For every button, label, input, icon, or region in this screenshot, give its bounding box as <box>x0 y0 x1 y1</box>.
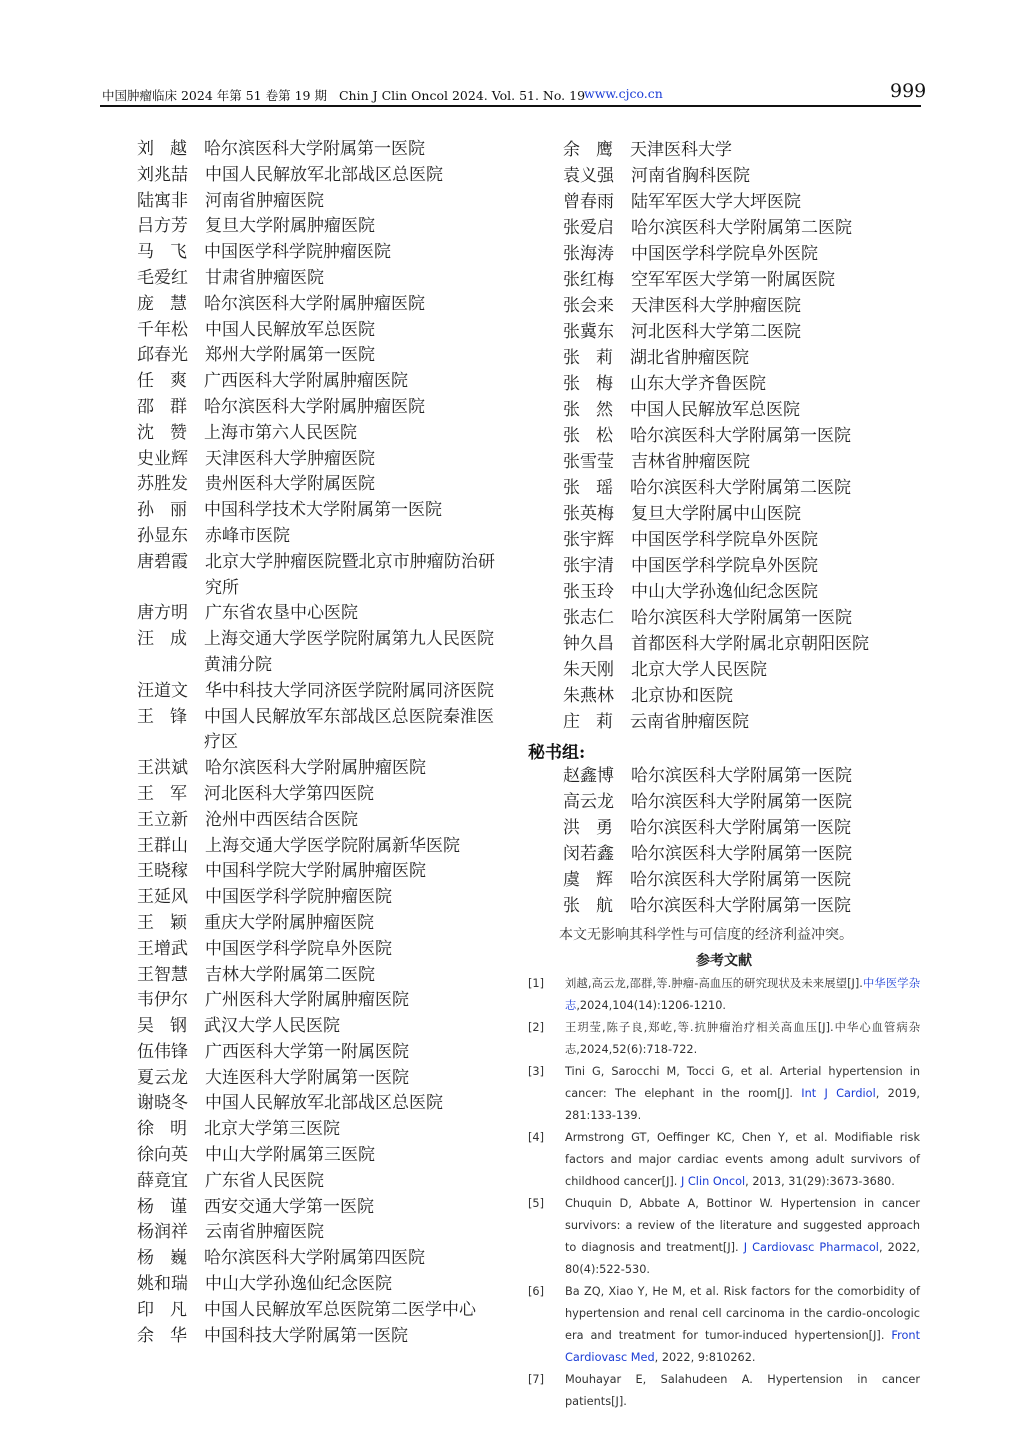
member-name: 余 鹰 <box>563 140 613 160</box>
member-name: 汪道文 <box>137 680 188 701</box>
member-row <box>137 1246 497 1272</box>
member-row <box>563 709 923 735</box>
member-name: 刘兆喆 <box>137 164 188 185</box>
reference-text <box>565 1017 920 1061</box>
reference-text <box>565 1127 920 1193</box>
member-affiliation: 中国人民解放军北部战区总医院 <box>205 1093 443 1114</box>
reference-number: [4] <box>528 1131 545 1144</box>
member-affiliation: 北京协和医院 <box>631 686 733 706</box>
journal-link[interactable]: J Clin Oncol <box>681 1175 746 1188</box>
member-name: 张英梅 <box>563 504 614 524</box>
member-name: 张海涛 <box>563 244 614 264</box>
member-affiliation: 哈尔滨医科大学附属第一医院 <box>630 818 851 838</box>
member-row <box>137 808 497 834</box>
member-row <box>137 498 497 524</box>
member-row <box>563 501 923 527</box>
member-row <box>137 524 497 550</box>
member-affiliation: 甘肃省肿瘤医院 <box>205 267 324 288</box>
member-name: 姚和瑞 <box>137 1274 188 1295</box>
member-row <box>137 421 497 447</box>
member-affiliation: 中山大学孙逸仙纪念医院 <box>631 582 818 602</box>
member-affiliation: 哈尔滨医科大学附属第一医院 <box>631 608 852 628</box>
member-affiliation: 广东省农垦中心医院 <box>205 603 358 624</box>
member-row <box>563 841 923 867</box>
member-row <box>137 472 497 498</box>
member-row <box>137 1143 497 1169</box>
member-name: 袁义强 <box>563 166 614 186</box>
member-name: 千年松 <box>137 319 188 340</box>
member-name: 徐 明 <box>137 1119 187 1140</box>
reference-body: Chuquin D, Abbate A, Bottinor W. Hypertension in cancer survivors: a review of the literature and suggested approach to diagnosis and treatment[J]. <box>565 1197 920 1254</box>
member-affiliation: 哈尔滨医科大学附属第二医院 <box>630 478 851 498</box>
reference-item <box>528 1017 920 1061</box>
member-row <box>563 657 923 683</box>
member-name: 庞 慧 <box>137 293 187 314</box>
member-row <box>563 527 923 553</box>
reference-number: [7] <box>528 1373 545 1386</box>
member-name: 曾春雨 <box>563 192 614 212</box>
member-name: 高云龙 <box>563 792 614 812</box>
member-affiliation: 武汉大学人民医院 <box>204 1016 340 1037</box>
member-name: 张会来 <box>563 296 614 316</box>
member-row <box>137 1091 497 1117</box>
member-affiliation: 赤峰市医院 <box>205 525 290 546</box>
member-name: 张玉玲 <box>563 582 614 602</box>
member-name: 张宇清 <box>563 556 614 576</box>
reference-text <box>565 1193 920 1281</box>
member-name: 杨 巍 <box>137 1248 187 1269</box>
member-affiliation: 中国医学科学院阜外医院 <box>631 530 818 550</box>
member-affiliation: 吉林省肿瘤医院 <box>631 452 750 472</box>
member-row <box>137 627 497 679</box>
member-row <box>563 215 923 241</box>
member-name: 吕方芳 <box>137 216 188 237</box>
member-name: 王延风 <box>137 887 188 908</box>
member-row <box>137 550 497 602</box>
member-row <box>563 631 923 657</box>
member-affiliation: 中国科学技术大学附属第一医院 <box>204 500 442 521</box>
reference-item <box>528 1369 920 1413</box>
member-affiliation: 北京大学第三医院 <box>204 1119 340 1140</box>
reference-item <box>528 1193 920 1281</box>
member-name: 张冀东 <box>563 322 614 342</box>
member-row <box>137 1169 497 1195</box>
reference-number: [1] <box>528 977 545 990</box>
member-affiliation: 上海交通大学医学院附属第九人民医院黄浦分院 <box>204 629 494 675</box>
member-affiliation: 中国科学院大学附属肿瘤医院 <box>205 861 426 882</box>
reference-text <box>565 1061 920 1127</box>
member-name: 虞 辉 <box>563 870 613 890</box>
member-name: 史业辉 <box>137 448 188 469</box>
member-name: 任 爽 <box>137 371 187 392</box>
member-name: 张 松 <box>563 426 613 446</box>
member-row <box>137 214 497 240</box>
member-row <box>137 240 497 266</box>
member-affiliation: 河南省胸科医院 <box>631 166 750 186</box>
reference-body: 王玥莹,陈子良,郑屹,等.抗肿瘤治疗相关高血压[J].中华心血管病杂志,2024,52(6):718-722. <box>565 1021 920 1056</box>
member-affiliation: 吉林大学附属第二医院 <box>205 964 375 985</box>
member-affiliation: 首都医科大学附属北京朝阳医院 <box>631 634 869 654</box>
member-name: 张 瑶 <box>563 478 613 498</box>
member-affiliation: 大连医科大学附属第一医院 <box>205 1067 409 1088</box>
member-name: 赵鑫博 <box>563 766 614 786</box>
member-row <box>137 937 497 963</box>
reference-text <box>565 1369 920 1413</box>
member-affiliation: 哈尔滨医科大学附属肿瘤医院 <box>204 396 425 417</box>
member-affiliation: 哈尔滨医科大学附属第一医院 <box>204 139 425 159</box>
member-name: 张 莉 <box>563 348 613 368</box>
member-row <box>563 867 923 893</box>
member-row <box>137 963 497 989</box>
member-affiliation: 哈尔滨医科大学附属第一医院 <box>631 766 852 786</box>
member-name: 王群山 <box>137 835 188 856</box>
reference-number: [3] <box>528 1065 545 1078</box>
member-affiliation: 上海交通大学医学院附属新华医院 <box>205 835 460 856</box>
member-affiliation: 广东省人民医院 <box>205 1170 324 1191</box>
member-affiliation: 山东大学齐鲁医院 <box>630 374 766 394</box>
member-name: 张志仁 <box>563 608 614 628</box>
member-name: 朱燕林 <box>563 686 614 706</box>
member-affiliation: 中国医学科学院阜外医院 <box>631 244 818 264</box>
member-name: 王智慧 <box>137 964 188 985</box>
member-name: 王立新 <box>137 809 188 830</box>
member-row <box>563 893 923 919</box>
member-row <box>137 1014 497 1040</box>
member-affiliation: 哈尔滨医科大学附属第一医院 <box>631 844 852 864</box>
member-row <box>137 1272 497 1298</box>
member-name: 洪 勇 <box>563 818 613 838</box>
member-name: 陆寓非 <box>137 190 188 211</box>
reference-body: 刘越,高云龙,邵群,等.肿瘤-高血压的研究现状及未来展望[J]. <box>565 977 863 990</box>
journal-link[interactable]: Int J Cardiol <box>801 1087 876 1100</box>
member-name: 张红梅 <box>563 270 614 290</box>
member-list-right <box>563 137 923 735</box>
member-row <box>563 579 923 605</box>
member-row <box>137 1324 497 1350</box>
reference-body: Tini G, Sarocchi M, Tocci G, et al. Arterial hypertension in cancer: The elephant in the room[J]. <box>565 1065 920 1100</box>
member-affiliation: 复旦大学附属肿瘤医院 <box>205 216 375 237</box>
reference-list <box>528 973 920 1413</box>
reference-item <box>528 973 920 1017</box>
member-affiliation: 中国医学科学院阜外医院 <box>205 938 392 959</box>
member-affiliation: 哈尔滨医科大学附属第二医院 <box>631 218 852 238</box>
member-name: 印 凡 <box>137 1299 187 1320</box>
running-header <box>102 86 663 104</box>
member-name: 苏胜发 <box>137 474 188 495</box>
member-row <box>563 397 923 423</box>
member-affiliation: 北京大学肿瘤医院暨北京市肿瘤防治研究所 <box>205 551 495 598</box>
reference-number: [6] <box>528 1285 545 1298</box>
member-affiliation: 中国人民解放军北部战区总医院 <box>205 164 443 185</box>
reference-number: [2] <box>528 1021 545 1034</box>
member-row <box>137 601 497 627</box>
reference-item <box>528 1061 920 1127</box>
member-row <box>137 911 497 937</box>
member-affiliation: 云南省肿瘤医院 <box>630 712 749 732</box>
reference-item <box>528 1127 920 1193</box>
member-affiliation: 陆军军医大学大坪医院 <box>631 192 801 212</box>
member-name: 吴 钢 <box>137 1016 187 1037</box>
member-affiliation: 中山大学附属第三医院 <box>205 1145 375 1166</box>
member-name: 王增武 <box>137 938 188 959</box>
member-name: 沈 赞 <box>137 422 187 443</box>
member-name: 唐碧霞 <box>137 551 188 572</box>
member-row <box>137 705 497 757</box>
member-name: 庄 莉 <box>563 712 613 732</box>
journal-en: Chin J Clin Oncol 2024. Vol. 51. No. 19 <box>338 88 586 103</box>
member-name: 杨润祥 <box>137 1222 188 1243</box>
member-name: 邵 群 <box>137 396 187 417</box>
member-name: 张 梅 <box>563 374 613 394</box>
member-row <box>563 449 923 475</box>
member-row <box>137 163 497 189</box>
journal-link[interactable]: 中华医学杂志 <box>565 977 920 1012</box>
member-affiliation: 中国人民解放军东部战区总医院秦淮医疗区 <box>204 706 494 753</box>
member-name: 孙显东 <box>137 525 188 546</box>
member-row <box>137 988 497 1014</box>
member-affiliation: 哈尔滨医科大学附属第一医院 <box>630 426 851 446</box>
member-affiliation: 中山大学孙逸仙纪念医院 <box>205 1274 392 1295</box>
member-name: 王洪斌 <box>137 758 188 779</box>
member-name: 张雪莹 <box>563 452 614 472</box>
member-affiliation: 天津医科大学 <box>630 140 732 160</box>
member-name: 毛爱红 <box>137 267 188 288</box>
journal-link[interactable]: Front Cardiovasc Med <box>565 1329 920 1364</box>
member-affiliation: 西安交通大学第一医院 <box>204 1196 374 1217</box>
member-row <box>563 683 923 709</box>
member-name: 徐向英 <box>137 1145 188 1166</box>
reference-citation: , 2022, 80(4):522-530. <box>565 1241 920 1276</box>
member-name: 汪 成 <box>137 629 187 650</box>
member-name: 钟久昌 <box>563 634 614 654</box>
member-affiliation: 上海市第六人民医院 <box>204 422 357 443</box>
reference-body: Ba ZQ, Xiao Y, He M, et al. Risk factors for the comorbidity of hypertension and renal cell carcinoma in the cardio-oncologic era and treatment for tumor-induced hypertension[J]. <box>565 1285 920 1342</box>
member-name: 唐方明 <box>137 603 188 624</box>
member-row <box>137 447 497 473</box>
member-affiliation: 空军军医大学第一附属医院 <box>631 270 835 290</box>
member-affiliation: 重庆大学附属肿瘤医院 <box>204 912 374 933</box>
member-row <box>137 782 497 808</box>
secretariat-list <box>563 763 923 919</box>
member-row <box>137 189 497 215</box>
member-name: 刘 越 <box>137 139 187 159</box>
member-name: 余 华 <box>137 1325 187 1346</box>
member-row <box>137 859 497 885</box>
member-row <box>563 163 923 189</box>
member-name: 朱天刚 <box>563 660 614 680</box>
member-name: 谢晓冬 <box>137 1093 188 1114</box>
member-list-left <box>137 137 497 1349</box>
member-affiliation: 中国医学科学院阜外医院 <box>631 556 818 576</box>
member-row <box>137 266 497 292</box>
member-affiliation: 中国医学科学院肿瘤医院 <box>205 887 392 908</box>
member-name: 杨 谨 <box>137 1196 187 1217</box>
member-affiliation: 复旦大学附属中山医院 <box>631 504 801 524</box>
reference-text <box>565 1281 920 1369</box>
member-row <box>137 395 497 421</box>
member-row <box>563 319 923 345</box>
member-row <box>137 318 497 344</box>
journal-link[interactable]: J Cardiovasc Pharmacol <box>743 1241 879 1254</box>
member-affiliation: 郑州大学附属第一医院 <box>205 345 375 366</box>
member-row <box>563 345 923 371</box>
member-row <box>563 763 923 789</box>
member-affiliation: 天津医科大学肿瘤医院 <box>631 296 801 316</box>
member-name: 伍伟锋 <box>137 1041 188 1062</box>
member-affiliation: 华中科技大学同济医学院附属同济医院 <box>205 680 494 701</box>
member-name: 孙 丽 <box>137 500 187 521</box>
member-affiliation: 广西医科大学第一附属医院 <box>205 1041 409 1062</box>
header-rule <box>100 105 921 107</box>
member-row <box>137 679 497 705</box>
page-number: 999 <box>890 80 927 102</box>
member-affiliation: 沧州中西医结合医院 <box>205 809 358 830</box>
member-name: 王 军 <box>137 783 187 804</box>
member-row <box>137 1298 497 1324</box>
reference-citation: ,2024,104(14):1206-1210. <box>576 999 726 1012</box>
member-row <box>137 1066 497 1092</box>
member-row <box>137 369 497 395</box>
member-row <box>137 756 497 782</box>
member-affiliation: 云南省肿瘤医院 <box>205 1222 324 1243</box>
member-affiliation: 哈尔滨医科大学附属第一医院 <box>630 896 851 916</box>
member-row <box>563 789 923 815</box>
member-name: 夏云龙 <box>137 1067 188 1088</box>
member-affiliation: 哈尔滨医科大学附属肿瘤医院 <box>204 293 425 314</box>
member-affiliation: 天津医科大学肿瘤医院 <box>205 448 375 469</box>
member-affiliation: 贵州医科大学附属医院 <box>205 474 375 495</box>
member-affiliation: 哈尔滨医科大学附属第一医院 <box>630 870 851 890</box>
reference-text <box>565 973 920 1017</box>
member-name: 马 飞 <box>137 242 187 263</box>
reference-citation: , 2022, 9:810262. <box>654 1351 756 1364</box>
member-name: 张爱启 <box>563 218 614 238</box>
reference-number: [5] <box>528 1197 545 1210</box>
member-row <box>137 292 497 318</box>
member-affiliation: 河南省肿瘤医院 <box>205 190 324 211</box>
member-row <box>137 137 497 163</box>
secretariat-heading: 秘书组: <box>528 743 586 763</box>
member-row <box>563 605 923 631</box>
member-affiliation: 湖北省肿瘤医院 <box>630 348 749 368</box>
reference-body: Armstrong GT, Oeffinger KC, Chen Y, et al. Modifiable risk factors and major cardiac events among adult survivors of childhood cancer[J]. <box>565 1131 920 1188</box>
member-affiliation: 哈尔滨医科大学附属第四医院 <box>204 1248 425 1269</box>
member-row <box>137 1195 497 1221</box>
member-name: 张 航 <box>563 896 613 916</box>
reference-citation: , 2019, 281:133-139. <box>565 1087 920 1122</box>
member-row <box>563 475 923 501</box>
reference-body: Mouhayar E, Salahudeen A. Hypertension in cancer patients[J]. <box>565 1373 920 1408</box>
member-row <box>137 834 497 860</box>
reference-item <box>528 1281 920 1369</box>
member-row <box>563 293 923 319</box>
member-affiliation: 中国人民解放军总医院 <box>205 319 375 340</box>
member-row <box>563 189 923 215</box>
member-name: 王晓稼 <box>137 861 188 882</box>
member-affiliation: 中国人民解放军总医院第二医学中心 <box>204 1299 476 1320</box>
member-row <box>563 371 923 397</box>
member-name: 张 然 <box>563 400 613 420</box>
member-row <box>563 423 923 449</box>
member-affiliation: 河北医科大学第四医院 <box>204 783 374 804</box>
references-heading: 参考文献 <box>696 953 752 969</box>
member-affiliation: 中国人民解放军总医院 <box>630 400 800 420</box>
member-affiliation: 广西医科大学附属肿瘤医院 <box>204 371 408 392</box>
member-row <box>563 137 923 163</box>
member-affiliation: 河北医科大学第二医院 <box>631 322 801 342</box>
member-row <box>563 241 923 267</box>
member-affiliation: 北京大学人民医院 <box>631 660 767 680</box>
member-name: 邱春光 <box>137 345 188 366</box>
member-row <box>137 1220 497 1246</box>
member-affiliation: 中国科技大学附属第一医院 <box>204 1325 408 1346</box>
member-name: 薛竟宜 <box>137 1170 188 1191</box>
member-affiliation: 哈尔滨医科大学附属第一医院 <box>631 792 852 812</box>
member-row <box>137 885 497 911</box>
member-affiliation: 中国医学科学院肿瘤医院 <box>204 242 391 263</box>
member-row <box>563 815 923 841</box>
member-name: 闵若鑫 <box>563 844 614 864</box>
journal-url-link[interactable]: www.cjco.cn <box>584 86 663 101</box>
member-affiliation: 哈尔滨医科大学附属肿瘤医院 <box>205 758 426 779</box>
member-row <box>137 1040 497 1066</box>
member-row <box>137 343 497 369</box>
member-name: 张宇辉 <box>563 530 614 550</box>
member-row <box>137 1117 497 1143</box>
member-affiliation: 广州医科大学附属肿瘤医院 <box>205 990 409 1011</box>
member-name: 王 锋 <box>137 706 187 727</box>
member-name: 韦伊尔 <box>137 990 188 1011</box>
reference-citation: , 2013, 31(29):3673-3680. <box>745 1175 895 1188</box>
member-name: 王 颖 <box>137 912 187 933</box>
member-row <box>563 553 923 579</box>
journal-cn: 中国肿瘤临床 2024 年第 51 卷第 19 期 <box>102 88 327 103</box>
member-row <box>563 267 923 293</box>
conflict-statement: 本文无影响其科学性与可信度的经济利益冲突。 <box>559 927 853 943</box>
